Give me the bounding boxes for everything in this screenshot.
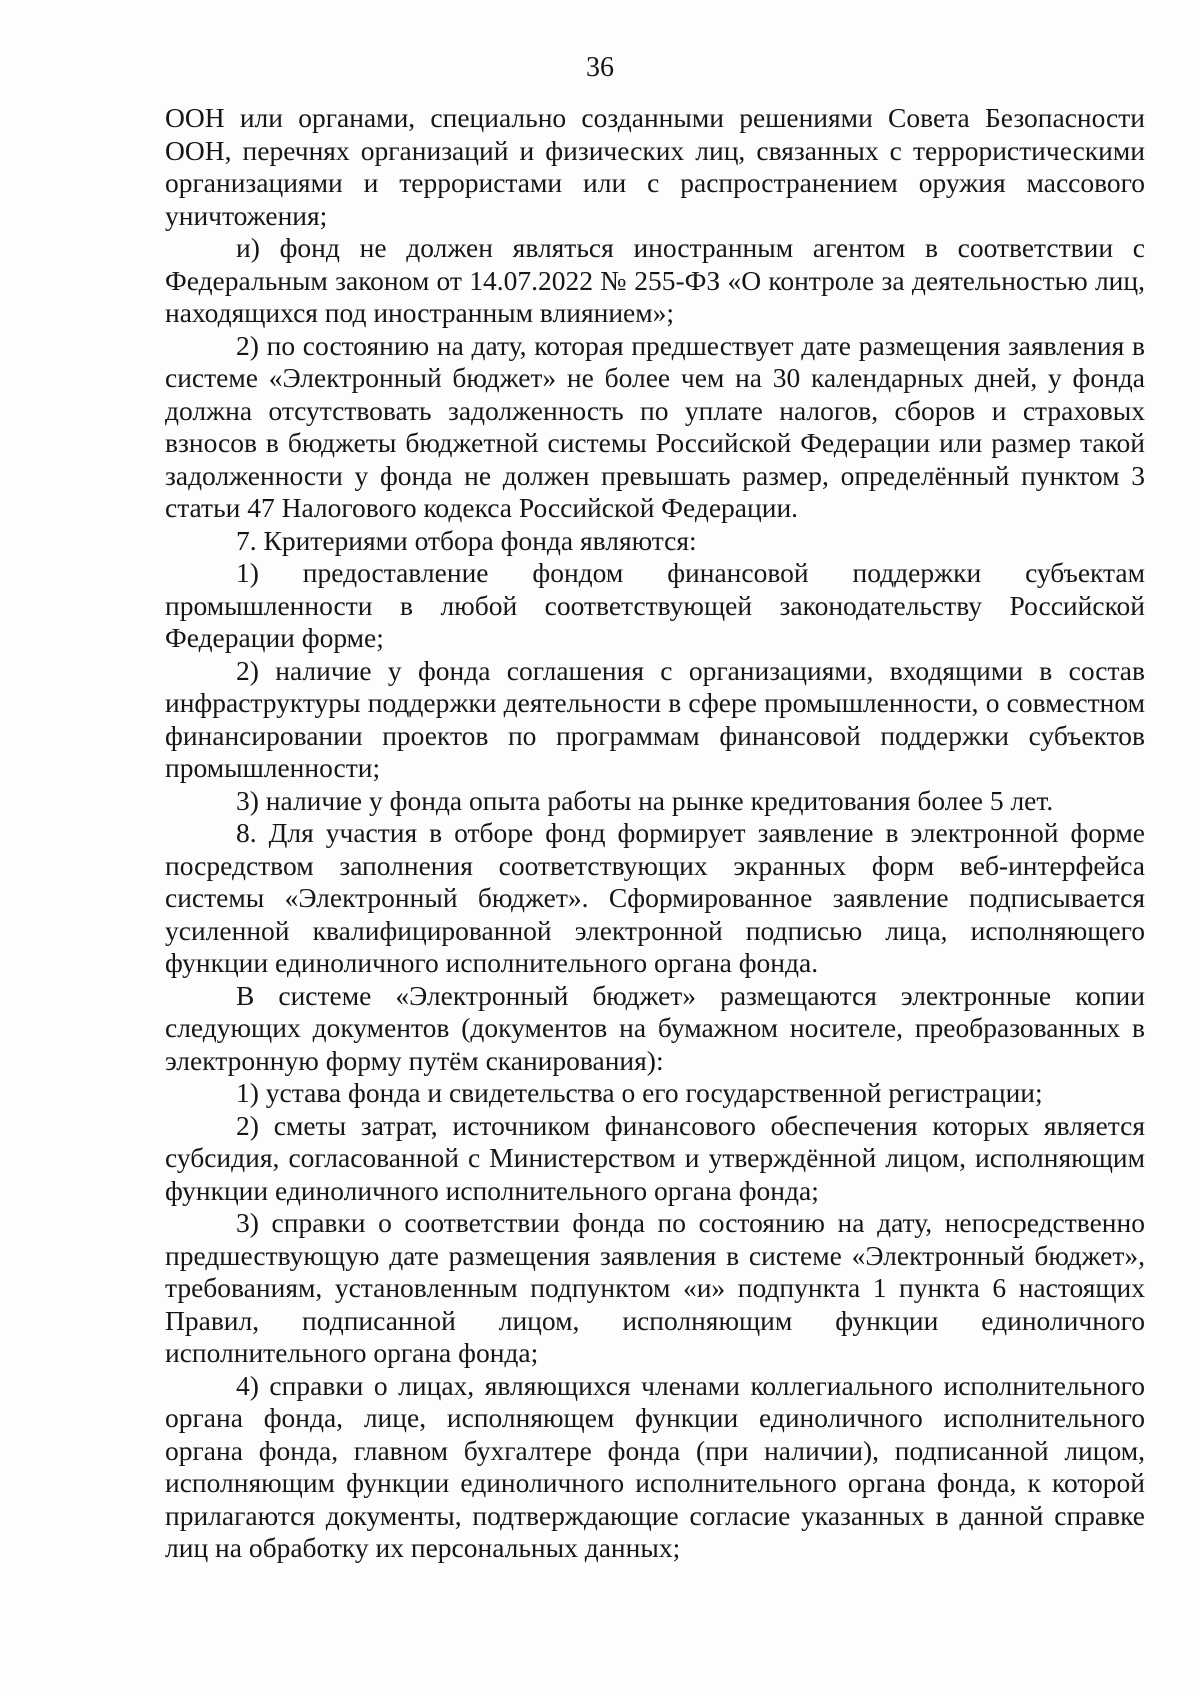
paragraph-item-2-tax-debt: 2) по состоянию на дату, которая предшествует дате размещения заявления в системе «Электронный бюджет» не более чем на 30 календарных дней, у фонда должна отсутствовать задолженность по уплате налогов, сборов и страховых взносов в бюджеты бюджетной системы Российской Федерации или размер такой задолженности у фонда не должен превышать размер, определённый пунктом 3 статьи 47 Налогового кодекса Российской Федерации. — [165, 329, 1145, 523]
paragraph-document-4: 4) справки о лицах, являющихся членами коллегиального исполнительного органа фонда, лице, исполняющем функции единоличного исполнительного органа фонда, главном бухгалтере фонда (при наличии), подписанной лицом, исполняющим функции единоличного исполнительного органа фонда, к которой прилагаются документы, подтверждающие согласие указанных в данной справке лиц на обработку их персональных данных; — [165, 1369, 1145, 1563]
paragraph-criterion-2: 2) наличие у фонда соглашения с организациями, входящими в состав инфраструктуры поддержки деятельности в сфере промышленности, о совместном финансировании проектов по программам финансовой поддержки субъектов промышленности; — [165, 654, 1145, 783]
paragraph-document-1: 1) устава фонда и свидетельства о его государственной регистрации; — [236, 1077, 1043, 1108]
paragraph-section-7-heading: 7. Критериями отбора фонда являются: — [236, 524, 697, 556]
paragraph-continuation: ООН или органами, специально созданными решениями Совета Безопасности ООН, перечнях организаций и физических лиц, связанных с террористическими организациями и террористами или с распространением оружия массового уничтожения; — [165, 102, 1145, 231]
paragraph-document-2: 2) сметы затрат, источником финансового обеспечения которых является субсидия, согласованной с Министерством и утверждённой лицом, исполняющим функции единоличного исполнительного органа фонда; — [165, 1109, 1145, 1206]
page-number: 36 — [586, 52, 614, 83]
paragraph-subitem-i: и) фонд не должен являться иностранным агентом в соответствии с Федеральным законом от 14.07.2022 № 255-ФЗ «О контроле за деятельностью лиц, находящихся под иностранным влиянием»; — [165, 232, 1145, 328]
document-body — [165, 102, 1145, 1565]
paragraph-document-3: 3) справки о соответствии фонда по состоянию на дату, непосредственно предшествующую дате размещения заявления в системе «Электронный бюджет», требованиям, установленным подпунктом «и» подпункта 1 пункта 6 настоящих Правил, подписанной лицом, исполняющим функции единоличного исполнительного органа фонда; — [165, 1207, 1145, 1368]
paragraph-criterion-1: 1) предоставление фондом финансовой поддержки субъектам промышленности в любой соответствующей законодательству Российской Федерации форме; — [165, 557, 1145, 653]
paragraph-section-8: 8. Для участия в отборе фонд формирует заявление в электронной форме посредством заполнения соответствующих экранных форм веб-интерфейса системы «Электронный бюджет». Сформированное заявление подписывается усиленной квалифицированной электронной подписью лица, исполняющего функции единоличного исполнительного органа фонда. — [165, 817, 1145, 978]
paragraph-documents-intro: В системе «Электронный бюджет» размещаются электронные копии следующих документов (документов на бумажном носителе, преобразованных в электронную форму путём сканирования): — [165, 979, 1145, 1076]
paragraph-criterion-3: 3) наличие у фонда опыта работы на рынке кредитования более 5 лет. — [236, 784, 1054, 816]
